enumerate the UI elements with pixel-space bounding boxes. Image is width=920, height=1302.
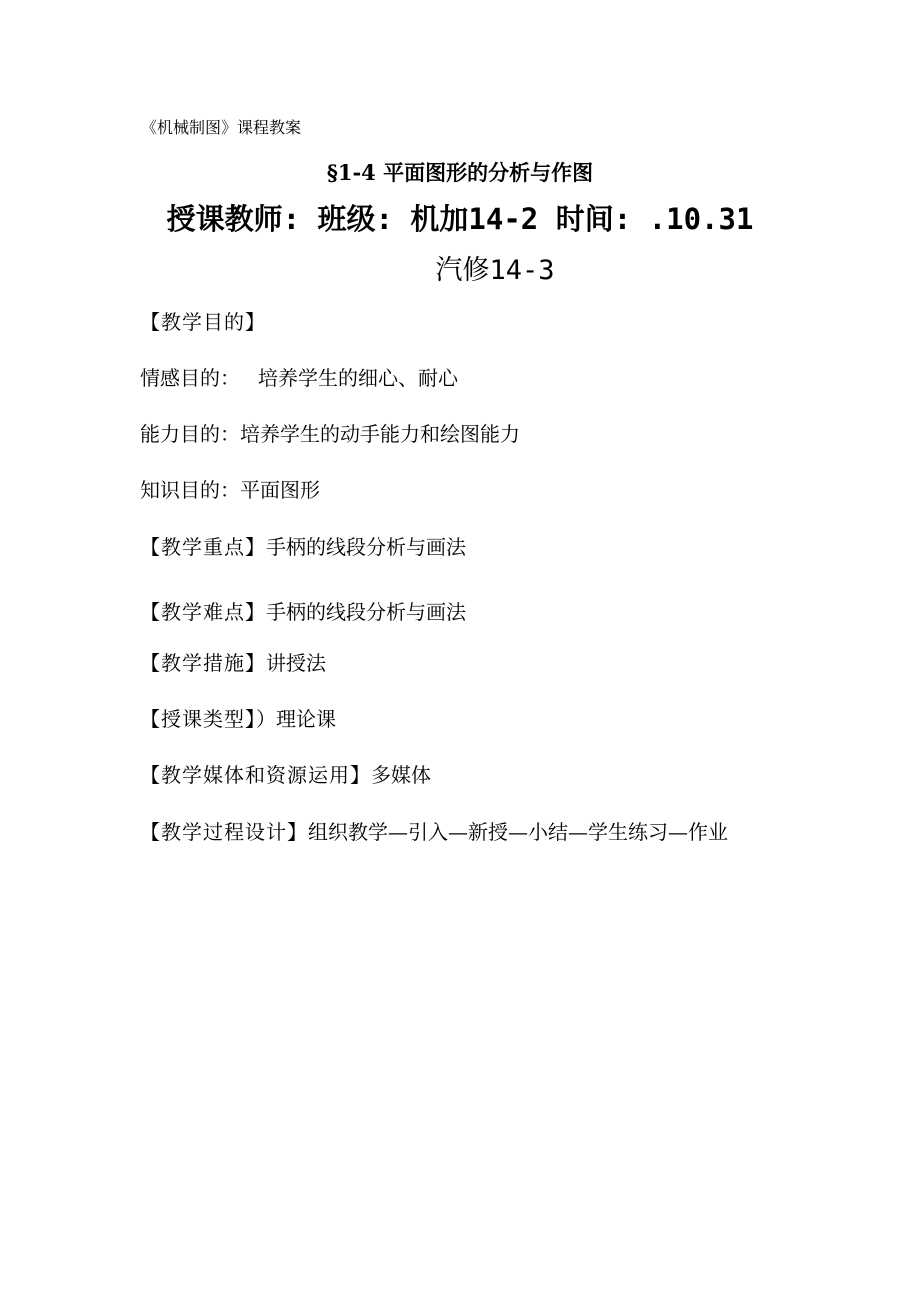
section-title: §1-4 平面图形的分析与作图 xyxy=(326,160,594,185)
objectives-heading-row xyxy=(140,312,266,332)
measures-label: 【教学措施】 xyxy=(140,651,266,675)
key-point-row xyxy=(140,537,466,557)
knowledge-objective-label: 知识目的： xyxy=(140,478,240,502)
emotional-objective-label: 情感目的： xyxy=(140,366,240,390)
class-line: 汽修14-3 xyxy=(435,255,555,286)
process-value: 组织教学—引入—新授—小结—学生练习—作业 xyxy=(308,820,728,844)
lesson-type-row xyxy=(140,709,336,729)
emotional-objective-value: 培养学生的细心、耐心 xyxy=(258,366,458,390)
difficulty-value: 手柄的线段分析与画法 xyxy=(266,600,466,624)
process-row xyxy=(140,822,728,842)
knowledge-objective-value: 平面图形 xyxy=(240,478,320,502)
ability-objective-value: 培养学生的动手能力和绘图能力 xyxy=(240,422,520,446)
document-header: 《机械制图》课程教案 xyxy=(141,118,302,137)
teacher-class-time-line: 授课教师: 班级: 机加14-2 时间: .10.31 xyxy=(166,202,754,236)
difficulty-row xyxy=(140,602,466,622)
key-point-label: 【教学重点】 xyxy=(140,535,266,559)
ability-objective-label: 能力目的： xyxy=(140,422,240,446)
lesson-type-value: ）理论课 xyxy=(256,707,336,731)
media-label: 【教学媒体和资源运用】 xyxy=(140,763,371,787)
difficulty-label: 【教学难点】 xyxy=(140,600,266,624)
process-label: 【教学过程设计】 xyxy=(140,820,308,844)
objectives-heading: 【教学目的】 xyxy=(140,310,266,334)
ability-objective-row xyxy=(140,424,520,444)
key-point-value: 手柄的线段分析与画法 xyxy=(266,535,466,559)
emotional-objective-row xyxy=(140,368,458,388)
measures-row xyxy=(140,653,326,673)
knowledge-objective-row xyxy=(140,480,320,500)
lesson-type-label: 【授课类型】 xyxy=(140,707,256,731)
measures-value: 讲授法 xyxy=(266,651,326,675)
media-value: 多媒体 xyxy=(371,763,431,787)
media-row xyxy=(140,765,431,785)
